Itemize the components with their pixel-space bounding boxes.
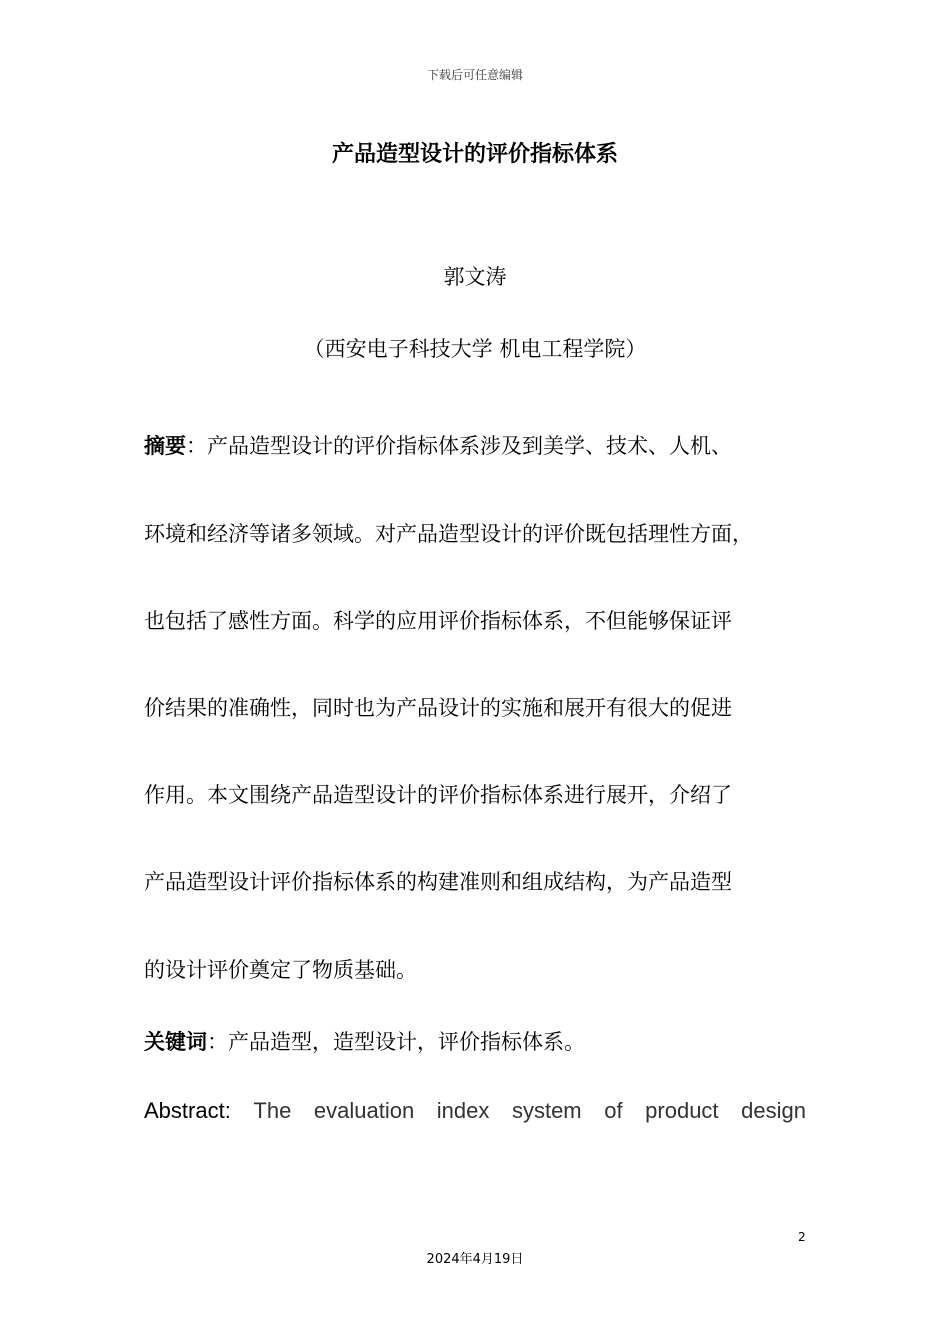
abstract-en-word: design [741,1098,806,1123]
abstract-en-word: evaluation [313,1098,415,1123]
author-affiliation: （西安电子科技大学 机电工程学院） [303,337,647,361]
keywords-text: 产品造型，造型设计，评价指标体系。 [228,1030,585,1054]
abstract-en-word: product [645,1098,719,1123]
abstract-cn-text: 产品造型设计的评价指标体系涉及到美学、技术、人机、 [207,434,732,458]
abstract-cn-line-7: 的设计评价奠定了物质基础。 [144,958,417,982]
abstract-cn-separator: ： [186,434,207,458]
abstract-en-word: The [253,1098,292,1123]
document-title: 产品造型设计的评价指标体系 [331,142,618,167]
page-number: 2 [798,1230,806,1244]
abstract-cn-label: 摘要 [144,434,186,458]
keywords-separator: ： [207,1030,228,1054]
abstract-cn-line-5: 作用。本文围绕产品造型设计的评价指标体系进行展开，介绍了 [144,783,732,807]
abstract-en-label: Abstract: [144,1098,231,1123]
author-name: 郭文涛 [443,265,507,289]
abstract-cn-line-4: 价结果的准确性，同时也为产品设计的实施和展开有很大的促进 [144,696,732,720]
abstract-en-word: of [604,1098,623,1123]
footer-date: 2024年4月19日 [426,1252,524,1267]
abstract-cn-line-2: 环境和经济等诸多领域。对产品造型设计的评价既包括理性方面， [144,522,753,546]
abstract-cn-line-6: 产品造型设计评价指标体系的构建准则和组成结构，为产品造型 [144,870,732,894]
abstract-en-word: index [436,1098,490,1123]
abstract-cn-line-1 [144,430,806,460]
abstract-en-line-1 [144,1098,806,1124]
abstract-cn-line-3: 也包括了感性方面。科学的应用评价指标体系，不但能够保证评 [144,609,732,633]
page-header: 下载后可任意编辑 [426,68,523,82]
keywords-label: 关键词 [144,1030,207,1054]
abstract-en-word: system [511,1098,582,1123]
keywords-line [144,1026,806,1056]
